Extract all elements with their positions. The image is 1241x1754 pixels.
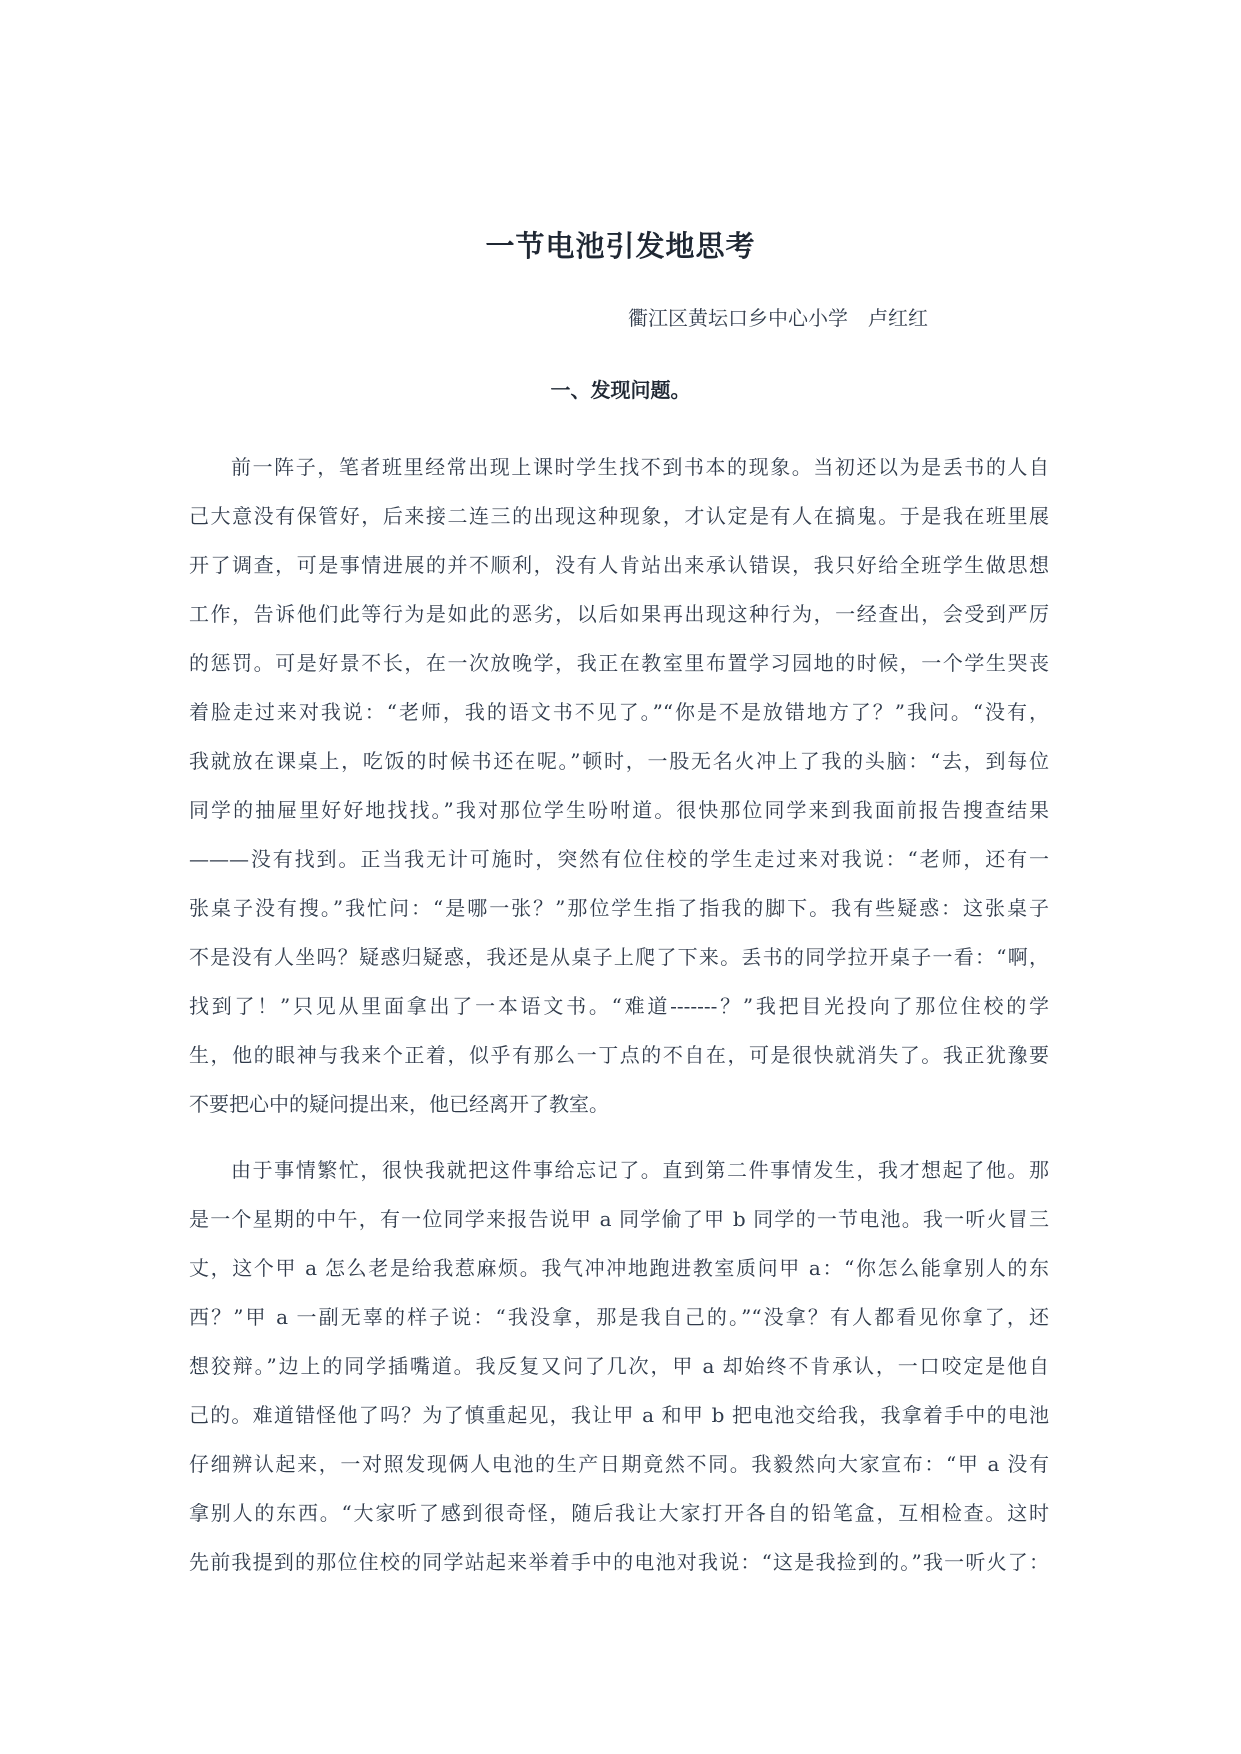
paragraph — [189, 1146, 1049, 1587]
paragraph-line: 工作，告诉他们此等行为是如此的恶劣，以后如果再出现这种行为，一经查出，会受到严厉 — [189, 602, 1049, 626]
section-heading: 一、发现问题。 — [550, 378, 691, 402]
paragraph-line: 我就放在课桌上，吃饭的时候书还在呢。”顿时，一股无名火冲上了我的头脑：“去，到每位 — [189, 749, 1049, 773]
paragraph-line: 着脸走过来对我说：“老师，我的语文书不见了。”“你是不是放错地方了？”我问。“没有， — [189, 700, 1049, 724]
paragraph-line: ———没有找到。正当我无计可施时，突然有位住校的学生走过来对我说：“老师，还有一 — [189, 847, 1049, 871]
paragraph-line: 不要把心中的疑问提出来，他已经离开了教室。 — [189, 1092, 609, 1116]
paragraph-line: 同学的抽屉里好好地找找。”我对那位学生吩咐道。很快那位同学来到我面前报告搜查结果 — [189, 798, 1049, 822]
paragraph-line: 不是没有人坐吗？疑惑归疑惑，我还是从桌子上爬了下来。丢书的同学拉开桌子一看：“啊， — [189, 945, 1049, 969]
paragraph-line: 的惩罚。可是好景不长，在一次放晚学，我正在教室里布置学习园地的时候，一个学生哭丧 — [189, 651, 1049, 675]
paragraph-line: 开了调查，可是事情进展的并不顺利，没有人肯站出来承认错误，我只好给全班学生做思想 — [189, 553, 1049, 577]
paragraph-line: 张桌子没有搜。”我忙问：“是哪一张？”那位学生指了指我的脚下。我有些疑惑：这张桌子 — [189, 896, 1049, 920]
paragraph-line: 先前我提到的那位住校的同学站起来举着手中的电池对我说：“这是我捡到的。”我一听火了： — [189, 1550, 1049, 1574]
paragraph-line: 丈，这个甲 a 怎么老是给我惹麻烦。我气冲冲地跑进教室质问甲 a：“你怎么能拿别人的东 — [189, 1256, 1049, 1280]
paragraph-line: 由于事情繁忙，很快我就把这件事给忘记了。直到第二件事情发生，我才想起了他。那 — [231, 1158, 1049, 1182]
paragraph-line: 是一个星期的中午，有一位同学来报告说甲 a 同学偷了甲 b 同学的一节电池。我一听火冒三 — [189, 1207, 1049, 1231]
paragraph-line: 找到了！”只见从里面拿出了一本语文书。“难道-------？”我把目光投向了那位住校的学 — [189, 994, 1049, 1018]
paragraph-line: 前一阵子，笔者班里经常出现上课时学生找不到书本的现象。当初还以为是丢书的人自 — [231, 455, 1049, 479]
author-line: 衢江区黄坛口乡中心小学 卢红红 — [628, 306, 928, 330]
paragraph — [189, 443, 1049, 1129]
document-title: 一节电池引发地思考 — [485, 229, 756, 263]
paragraph-line: 想狡辩。”边上的同学插嘴道。我反复又问了几次，甲 a 却始终不肯承认，一口咬定是他自 — [189, 1354, 1049, 1378]
paragraph-line: 拿别人的东西。“大家听了感到很奇怪，随后我让大家打开各自的铅笔盒，互相检查。这时 — [189, 1501, 1049, 1525]
paragraph-line: 己大意没有保管好，后来接二连三的出现这种现象，才认定是有人在搞鬼。于是我在班里展 — [189, 504, 1049, 528]
paragraph-line: 仔细辨认起来，一对照发现俩人电池的生产日期竟然不同。我毅然向大家宣布：“甲 a 没有 — [189, 1452, 1049, 1476]
paragraph-line: 西？”甲 a 一副无辜的样子说：“我没拿，那是我自己的。”“没拿？有人都看见你拿了，还 — [189, 1305, 1049, 1329]
paragraph-line: 生，他的眼神与我来个正着，似乎有那么一丁点的不自在，可是很快就消失了。我正犹豫要 — [189, 1043, 1049, 1067]
paragraph-line: 己的。难道错怪他了吗？为了慎重起见，我让甲 a 和甲 b 把电池交给我，我拿着手中的电池 — [189, 1403, 1049, 1427]
